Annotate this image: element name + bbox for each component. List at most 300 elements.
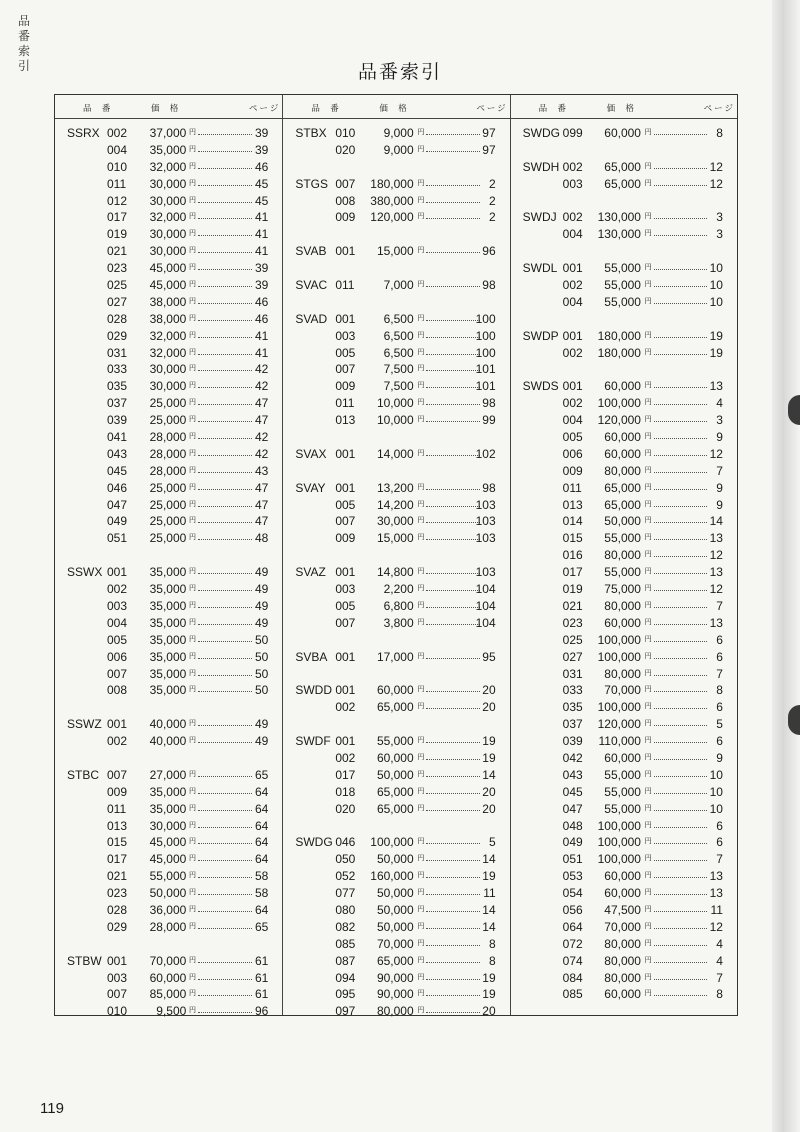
item-code: 006 [562, 446, 583, 461]
index-row [283, 902, 509, 919]
item-code: 009 [335, 210, 356, 225]
item-code: 053 [562, 869, 583, 884]
prefix: SWDL [522, 261, 558, 276]
item-code: 013 [562, 497, 583, 512]
spacer-row [55, 547, 282, 564]
page-ref: 6 [716, 649, 723, 664]
punch-hole [788, 705, 800, 735]
index-row [511, 936, 737, 953]
yen-mark: 円 [189, 922, 196, 930]
page-ref: 10 [709, 767, 723, 782]
page-ref: 12 [709, 548, 723, 563]
dot-leader [426, 354, 479, 355]
index-row [511, 666, 737, 683]
page-ref: 14 [482, 767, 496, 782]
index-row [55, 784, 282, 801]
index-row [55, 497, 282, 514]
index-table [54, 94, 738, 1019]
dot-leader [198, 573, 252, 574]
dot-leader [654, 725, 707, 726]
dot-leader [654, 269, 707, 270]
dot-leader [654, 979, 707, 980]
item-code: 005 [335, 598, 356, 613]
page-ref: 104 [475, 598, 496, 613]
item-code: 021 [562, 598, 583, 613]
index-row [55, 361, 282, 378]
spacer-row [511, 243, 737, 260]
price: 70,000 [604, 683, 641, 698]
index-row [55, 902, 282, 919]
dot-leader [654, 860, 707, 861]
item-code: 002 [107, 734, 128, 749]
header-page: ページ [476, 103, 508, 113]
spacer-row [283, 716, 509, 733]
yen-mark: 円 [189, 230, 196, 238]
dot-leader [426, 134, 479, 135]
item-code: 015 [107, 835, 128, 850]
price: 50,000 [376, 852, 414, 867]
price: 25,000 [149, 480, 187, 495]
page-ref: 12 [709, 176, 723, 191]
yen-mark: 円 [417, 922, 425, 930]
dot-leader [198, 843, 252, 844]
price: 30,000 [149, 176, 187, 191]
dot-leader [198, 337, 252, 338]
item-code: 004 [562, 413, 583, 428]
prefix: SVBA [295, 649, 328, 664]
index-row [511, 649, 737, 666]
spacer-row [283, 632, 509, 649]
item-code: 003 [107, 598, 128, 613]
prefix: STBX [295, 126, 327, 140]
spacer-row [283, 159, 509, 176]
item-code: 050 [335, 852, 356, 867]
yen-mark: 円 [189, 416, 196, 424]
dot-leader [198, 607, 252, 608]
price: 50,000 [376, 767, 414, 782]
price: 35,000 [149, 801, 187, 816]
price: 28,000 [149, 463, 187, 478]
price: 85,000 [149, 987, 187, 1002]
price: 80,000 [604, 548, 641, 563]
item-code: 033 [107, 362, 128, 377]
dot-leader [426, 573, 479, 574]
index-column-3 [510, 95, 737, 1015]
item-code: 001 [335, 480, 356, 495]
price: 30,000 [149, 379, 187, 394]
price: 60,000 [604, 987, 641, 1002]
index-row [511, 598, 737, 615]
page-ref: 41 [254, 210, 269, 225]
index-row [511, 818, 737, 835]
price: 30,000 [149, 362, 187, 377]
page-ref: 98 [482, 396, 496, 411]
page-ref: 5 [488, 835, 496, 850]
dot-leader [426, 793, 479, 794]
header-price: 価 格 [379, 103, 411, 113]
dot-leader [198, 506, 252, 507]
item-code: 039 [107, 413, 128, 428]
item-code: 006 [107, 649, 128, 664]
dot-leader [426, 522, 479, 523]
item-code: 008 [335, 193, 356, 208]
dot-leader [654, 945, 707, 946]
yen-mark: 円 [189, 568, 196, 576]
page-ref: 9 [716, 480, 723, 495]
page-ref: 64 [254, 852, 269, 867]
page-ref: 65 [254, 919, 269, 934]
index-row [55, 463, 282, 480]
yen-mark: 円 [417, 568, 425, 576]
index-row [283, 530, 509, 547]
index-row [55, 919, 282, 936]
index-row [55, 834, 282, 851]
yen-mark: 円 [417, 703, 425, 711]
item-code: 002 [562, 210, 583, 225]
page-ref: 97 [482, 142, 496, 157]
price: 55,000 [604, 784, 641, 799]
index-row [55, 767, 282, 784]
spacer-row [511, 142, 737, 159]
page-ref: 13 [709, 886, 723, 901]
price: 32,000 [149, 159, 187, 174]
index-row [55, 328, 282, 345]
item-code: 077 [335, 886, 356, 901]
price: 60,000 [149, 970, 187, 985]
index-row [55, 277, 282, 294]
item-code: 010 [107, 1004, 128, 1019]
yen-mark: 円 [189, 872, 196, 880]
price: 65,000 [604, 176, 641, 191]
page-ref: 6 [716, 835, 723, 850]
index-row [55, 868, 282, 885]
dot-leader [654, 556, 707, 557]
price: 14,800 [376, 565, 414, 580]
yen-mark: 円 [417, 990, 425, 998]
price: 100,000 [597, 649, 641, 664]
page-ref: 13 [709, 869, 723, 884]
yen-mark: 円 [417, 956, 425, 964]
page-ref: 14 [482, 919, 496, 934]
index-row [283, 564, 509, 581]
price: 25,000 [149, 497, 187, 512]
dot-leader [426, 489, 479, 490]
item-code: 029 [107, 328, 128, 343]
price: 120,000 [597, 413, 641, 428]
dot-leader [654, 641, 707, 642]
price: 30,000 [376, 514, 414, 529]
page-ref: 49 [254, 734, 269, 749]
index-row [511, 513, 737, 530]
price: 30,000 [149, 193, 187, 208]
dot-leader [426, 337, 479, 338]
page-ref: 103 [475, 514, 496, 529]
page-ref: 100 [475, 311, 496, 326]
prefix: SWDG [522, 126, 560, 140]
page-ref: 99 [482, 413, 496, 428]
dot-leader [654, 691, 707, 692]
dot-leader [654, 894, 707, 895]
index-row [55, 615, 282, 632]
price: 65,000 [376, 801, 414, 816]
dot-leader [654, 303, 707, 304]
index-row [283, 277, 509, 294]
dot-leader [198, 438, 252, 439]
page-ref: 4 [716, 953, 723, 968]
price: 35,000 [149, 683, 187, 698]
yen-mark: 円 [189, 213, 196, 221]
index-row [283, 328, 509, 345]
dot-leader [198, 370, 252, 371]
item-code: 094 [335, 970, 356, 985]
header-page: ページ [703, 103, 735, 113]
dot-leader [198, 303, 252, 304]
price: 35,000 [149, 784, 187, 799]
spacer-row [511, 311, 737, 328]
dot-leader [426, 945, 479, 946]
index-row [283, 868, 509, 885]
price: 35,000 [149, 666, 187, 681]
page-ref: 46 [254, 294, 269, 309]
column-header [283, 95, 509, 119]
dot-leader [198, 320, 252, 321]
index-row [283, 784, 509, 801]
dot-leader [426, 742, 479, 743]
prefix: SSRX [67, 126, 100, 140]
item-code: 028 [107, 902, 128, 917]
yen-mark: 円 [417, 905, 425, 913]
dot-leader [654, 218, 707, 219]
price: 50,000 [604, 514, 641, 529]
page-ref: 2 [488, 176, 496, 191]
item-code: 007 [335, 514, 356, 529]
yen-mark: 円 [189, 618, 196, 626]
index-row [283, 243, 509, 260]
index-row [283, 834, 509, 851]
dot-leader [654, 185, 707, 186]
index-row [55, 716, 282, 733]
index-row [511, 970, 737, 987]
spacer-row [55, 936, 282, 953]
price: 60,000 [376, 750, 414, 765]
price: 9,500 [156, 1004, 187, 1019]
item-code: 021 [107, 244, 128, 259]
index-row [283, 801, 509, 818]
page-ref: 64 [254, 784, 269, 799]
yen-mark: 円 [417, 196, 425, 204]
page-ref: 46 [254, 159, 269, 174]
page-ref: 42 [254, 379, 269, 394]
dot-leader [198, 489, 252, 490]
dot-leader [654, 539, 707, 540]
header-code: 品 番 [538, 103, 571, 113]
page-ref: 20 [482, 683, 496, 698]
spacer-row [283, 666, 509, 683]
item-code: 035 [107, 379, 128, 394]
yen-mark: 円 [417, 652, 425, 660]
yen-mark: 円 [189, 331, 196, 339]
page-ref: 39 [254, 142, 269, 157]
index-row [511, 581, 737, 598]
page-ref: 96 [482, 244, 496, 259]
item-code: 072 [562, 936, 583, 951]
price: 80,000 [604, 970, 641, 985]
price: 50,000 [376, 902, 414, 917]
dot-leader [426, 387, 479, 388]
item-code: 085 [562, 987, 583, 1002]
item-code: 085 [335, 936, 356, 951]
spacer-row [283, 547, 509, 564]
item-code: 082 [335, 919, 356, 934]
index-row [283, 953, 509, 970]
dot-leader [198, 421, 252, 422]
dot-leader [198, 202, 252, 203]
item-code: 097 [335, 1004, 356, 1019]
dot-leader [426, 911, 479, 912]
index-row [55, 226, 282, 243]
page-ref: 95 [482, 649, 496, 664]
index-row [511, 294, 737, 311]
index-row [511, 277, 737, 294]
index-row [511, 902, 737, 919]
item-code: 020 [335, 142, 356, 157]
page-ref: 4 [716, 936, 723, 951]
page-ref: 2 [488, 193, 496, 208]
index-row [283, 395, 509, 412]
item-code: 051 [107, 531, 128, 546]
item-code: 025 [562, 632, 583, 647]
index-row [511, 834, 737, 851]
item-code: 027 [107, 294, 128, 309]
price: 180,000 [597, 328, 641, 343]
price: 32,000 [149, 345, 187, 360]
yen-mark: 円 [644, 449, 652, 457]
dot-leader [426, 962, 479, 963]
page-ref: 7 [716, 852, 723, 867]
page-ref: 11 [483, 886, 496, 901]
prefix: SVAC [295, 278, 328, 293]
item-code: 037 [107, 396, 128, 411]
yen-mark: 円 [417, 889, 425, 897]
price: 65,000 [376, 784, 414, 799]
dot-leader [654, 168, 707, 169]
page-ref: 58 [254, 886, 269, 901]
index-row [55, 818, 282, 835]
item-code: 007 [335, 362, 356, 377]
price: 14,200 [376, 497, 414, 512]
item-code: 001 [335, 734, 356, 749]
item-code: 064 [562, 919, 583, 934]
item-code: 014 [562, 514, 583, 529]
yen-mark: 円 [189, 382, 196, 390]
dot-leader [426, 776, 479, 777]
yen-mark: 円 [644, 872, 652, 880]
index-row [511, 260, 737, 277]
item-code: 015 [562, 531, 583, 546]
yen-mark: 円 [189, 737, 196, 745]
page-ref: 49 [254, 565, 269, 580]
page-ref: 6 [716, 818, 723, 833]
item-code: 039 [562, 734, 583, 749]
dot-leader [654, 404, 707, 405]
yen-mark: 円 [417, 399, 425, 407]
price: 10,000 [376, 413, 414, 428]
item-code: 017 [335, 767, 356, 782]
item-code: 023 [562, 615, 583, 630]
yen-mark: 円 [644, 703, 652, 711]
spacer-row [511, 361, 737, 378]
index-row [511, 733, 737, 750]
binder-edge [772, 0, 800, 1132]
index-row [511, 801, 737, 818]
item-code: 002 [562, 396, 583, 411]
index-column-2 [282, 95, 509, 1019]
dot-leader [198, 962, 252, 963]
yen-mark: 円 [417, 179, 425, 187]
yen-mark: 円 [189, 466, 196, 474]
dot-leader [426, 607, 479, 608]
yen-mark: 円 [644, 129, 652, 136]
item-code: 023 [107, 261, 128, 276]
dot-leader [426, 590, 479, 591]
price: 30,000 [149, 227, 187, 242]
index-column-1 [55, 95, 282, 1019]
yen-mark: 円 [644, 905, 652, 913]
index-row [55, 564, 282, 581]
index-row [283, 125, 509, 142]
price: 30,000 [149, 244, 187, 259]
dot-leader [654, 590, 707, 591]
page-ref: 10 [709, 261, 723, 276]
dot-leader [198, 827, 252, 828]
index-row [511, 784, 737, 801]
page-ref: 96 [254, 1004, 269, 1019]
index-row [283, 699, 509, 716]
page-ref: 101 [475, 362, 496, 377]
index-row [55, 581, 282, 598]
dot-leader [198, 168, 252, 169]
dot-leader [654, 911, 707, 912]
dot-leader [426, 185, 479, 186]
yen-mark: 円 [417, 618, 425, 626]
index-row [511, 395, 737, 412]
column-header [511, 95, 737, 119]
item-code: 011 [562, 480, 582, 495]
yen-mark: 円 [189, 162, 196, 170]
page-ref: 64 [254, 818, 269, 833]
dot-leader [198, 911, 252, 912]
price: 55,000 [604, 767, 641, 782]
dot-leader [654, 134, 707, 135]
price: 13,200 [376, 480, 414, 495]
spacer-row [283, 429, 509, 446]
index-row [283, 750, 509, 767]
page-ref: 8 [716, 683, 723, 698]
index-row [55, 970, 282, 987]
page-ref: 19 [482, 970, 496, 985]
page-ref: 49 [254, 615, 269, 630]
price: 35,000 [149, 142, 187, 157]
price: 28,000 [149, 430, 187, 445]
page-ref: 7 [716, 598, 723, 613]
dot-leader [654, 387, 707, 388]
dot-leader [198, 894, 252, 895]
yen-mark: 円 [644, 297, 652, 305]
index-row [511, 429, 737, 446]
page-title: 品番索引 [357, 62, 442, 83]
yen-mark: 円 [417, 737, 425, 745]
price: 60,000 [376, 683, 414, 698]
